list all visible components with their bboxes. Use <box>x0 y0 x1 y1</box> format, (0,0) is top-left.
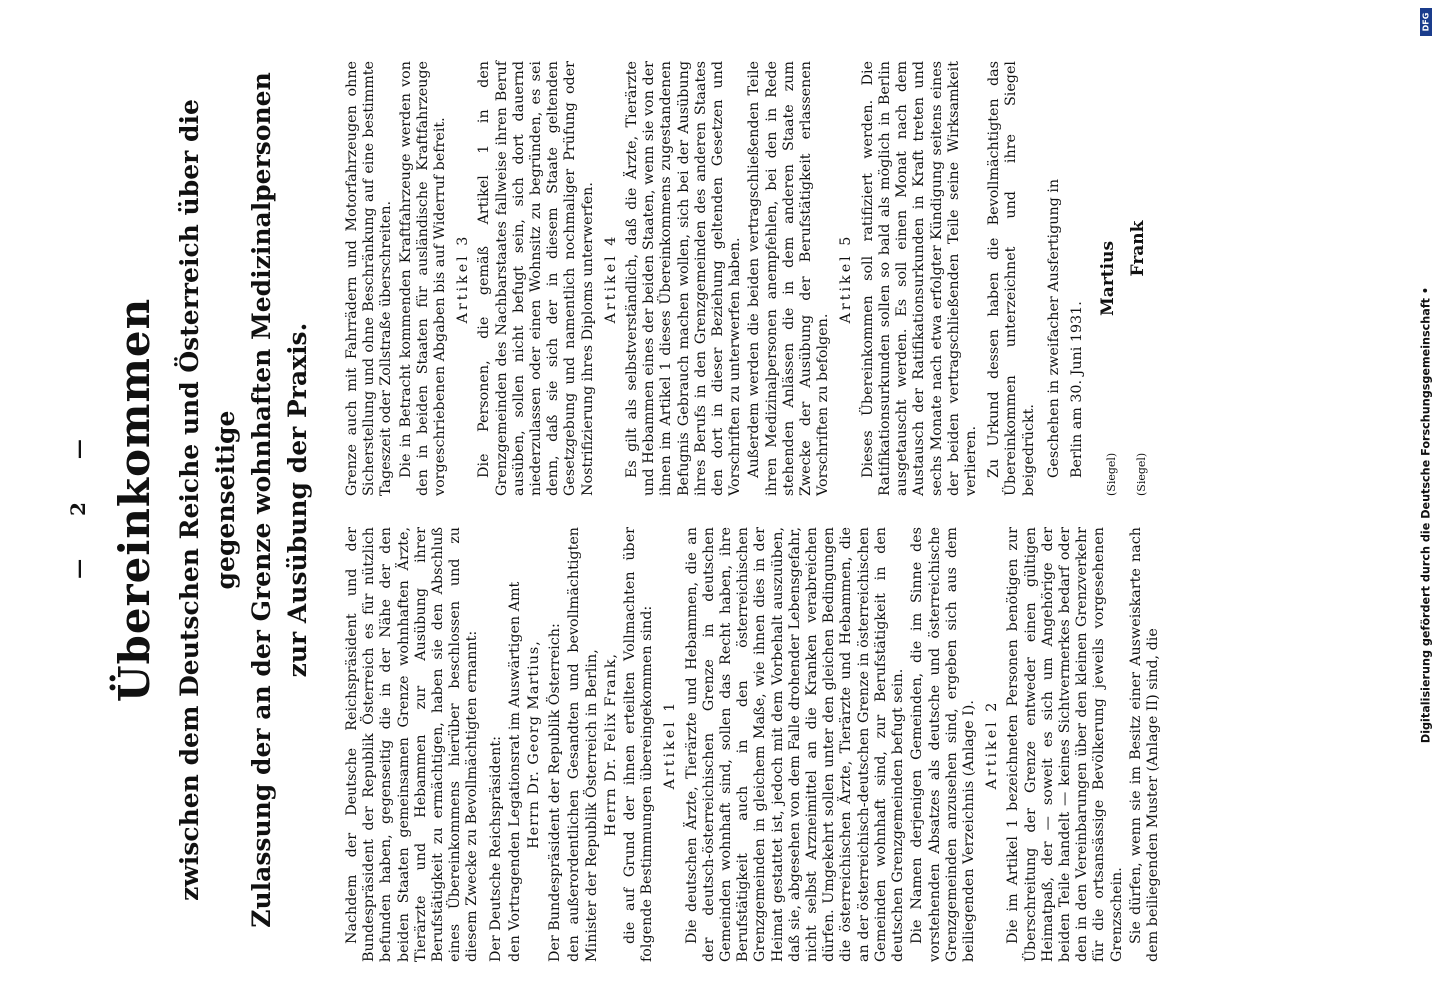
subtitle-line-2: Zulassung der an der Grenze wohnhaften Medizinalpersonen <box>247 72 276 928</box>
execution-clause: Geschehen in zweifacher Ausfertigung in <box>1045 178 1062 478</box>
article-3-heading: Artikel 3 <box>455 233 472 324</box>
article-3-paragraph-1: Die Personen, die gemäß Artikel 1 in den Grenzgemeinden des Nachbarstaates fallweise ihren Beruf ausüben, sollen nicht befugt sein, sich dort dauernd niederzulassen oder einen Wohnsitz zu begründen, es sei denn, daß sie sich der in diesem Staate geltenden Gesetzgebung und namentlich nochmaliger Prüfung oder Nostrifizierung ihres Diploms unterwerfen. <box>476 61 596 496</box>
article-4-heading: Artikel 4 <box>602 233 619 324</box>
document-page <box>52 20 1382 980</box>
de-plenipotentiary-name: Herrn Dr. Georg Martius, <box>526 640 543 849</box>
at-plenipotentiary-role: den außerordentlichen Gesandten und bevollmächtigten Minister der Republik Österreich in Berlin, <box>566 527 600 962</box>
article-1-paragraph-2: Die Namen derjenigen Gemeinden, die im Sinne des vorstehenden Absatzes als deutsche und österreichische Grenzgemeinden anzusehen sind, ergeben sich aus dem beiliegenden Verzeichnis (Anlage I). <box>909 527 977 962</box>
article-5-paragraph-1: Dieses Übereinkommen soll ratifiziert werden. Die Ratifikationsurkunden sollen so bald als möglich in Berlin ausgetauscht werden. Es soll einen Monat nach dem Austausch der Ratifikationsurkunden in Kraft treten und sechs Monate nach etwa erfolgter Kündigung seitens eines der beiden vertragschließenden Teile seine Wirksamkeit verlieren. <box>859 61 979 496</box>
article-2-paragraph-1: Die im Artikel 1 bezeichneten Personen benötigen zur Überschreitung der Grenze entweder einen gültigen Heimatpaß, der — soweit es sich um Angehörige der beiden Teile handelt — keines Sichtvermerkes bedarf oder den in den Vereinbarungen über den kleinen Grenzverkehr für die ortsansässige Bevölkerung jeweils vorgesehenen Grenzschein. <box>1005 527 1125 962</box>
seal-label-2: (Siegel) <box>1135 452 1149 496</box>
article-2-paragraph-2: Sie dürfen, wenn sie im Besitz einer Ausweiskarte nach dem beiliegenden Muster (Anlage II) sind, die <box>1127 527 1161 962</box>
subtitle-line-1: zwischen dem Deutschen Reiche und Österreich über die gegenseitige <box>175 99 240 901</box>
witness-clause: Zu Urkund dessen haben die Bevollmächtigten das Übereinkommen unterzeichnet und ihre Siegel beigedrückt. <box>986 61 1037 496</box>
de-plenipotentiary-role: den Vortragenden Legationsrat im Auswärtigen Amt <box>506 581 523 962</box>
at-president-label: Der Bundespräsident der Republik Österreich: <box>547 623 564 962</box>
signature-martius: Martius <box>1098 240 1119 317</box>
article-4-paragraph-2: Außerdem werden die beiden vertragschließenden Teile ihren Medizinalpersonen anempfehlen, bei den in Rede stehenden Anlässen die in dem anderen Staate zum Zwecke der Ausübung der Berufstätigkeit erlassenen Vorschriften zu befolgen. <box>746 61 832 496</box>
intro-paragraph: Nachdem der Deutsche Reichspräsident und der Bundespräsident der Republik Österreich es für nützlich befunden haben, gegenseitig die in der Nähe der den beiden Staaten gemeinsamen Grenze wohnhaften Ärzte, Tierärzte und Hebammen zur Ausübung ihrer Berufstätigkeit zu ermächtigen, haben sie den Abschluß eines Übereinkommens hierüber beschlossen und zu diesem Zwecke zu Bevollmächtigten ernannt: <box>344 527 481 962</box>
right-column <box>344 61 1152 496</box>
signature-row-2 <box>1130 61 1152 496</box>
dfg-logo: DFG <box>1420 8 1432 36</box>
signature-frank: Frank <box>1128 220 1149 277</box>
de-president-label: Der Deutsche Reichspräsident: <box>487 736 504 962</box>
at-plenipotentiary-name: Herrn Dr. Felix Frank, <box>602 652 619 837</box>
article-2-continuation-2: Die in Betracht kommenden Kraftfahrzeuge werden von den in beiden Staaten für ausländische Kraftfahrzeuge vorgeschriebenen Abgaben bis auf Widerruf befreit. <box>397 61 449 496</box>
document-title: Übereinkommen <box>110 297 159 703</box>
place-and-date: Berlin am 30. Juni 1931. <box>1068 301 1085 478</box>
left-column <box>344 527 1164 962</box>
seal-label-1: (Siegel) <box>1105 452 1119 496</box>
article-4-paragraph-1: Es gilt als selbstverständlich, daß die Ärzte, Tierärzte und Hebammen eines der beiden Staaten, wenn sie von der ihnen im Artikel 1 dieses Übereinkommens zugestandenen Befugnis Gebrauch machen wollen, sich bei der Ausübung ihres Berufs in den Grenzgemeinden des anderen Staates den dort in dieser Beziehung geltenden Gesetzen und Vorschriften zu unterwerfen haben. <box>624 61 744 496</box>
digitization-credit <box>1419 40 1433 990</box>
article-2-continuation-1: Grenze auch mit Fahrrädern und Motorfahrzeugen ohne Sicherstellung und ohne Beschränkung auf eine bestimmte Tageszeit oder Zollstraße überschreiten. <box>344 61 395 496</box>
article-2-heading: Artikel 2 <box>984 699 1001 790</box>
article-5-heading: Artikel 5 <box>838 233 855 324</box>
credit-text: Digitalisierung gefördert durch die Deutsche Forschungsgemeinschaft • <box>1419 286 1433 744</box>
document-subtitle <box>172 40 316 960</box>
article-1-heading: Artikel 1 <box>662 699 679 790</box>
subtitle-line-3: zur Ausübung der Praxis. <box>283 322 312 678</box>
page-number: — 2 — <box>66 421 90 579</box>
signature-row-1 <box>1100 61 1122 496</box>
article-1-paragraph-1: Die deutschen Ärzte, Tierärzte und Hebammen, die an der deutsch-österreichischen Grenze in deutschen Gemeinden wohnhaft sind, sollen das Recht haben, ihre Berufstätigkeit auch in den österreichischen Grenzgemeinden in gleichem Maße, wie ihnen dies in der Heimat gestattet ist, jedoch mit dem Vorbehalt auszuüben, daß sie, abgesehen von dem Falle drohender Lebensgefahr, nicht selbst Arzneimittel an die Kranken verabreichen dürfen. Umgekehrt sollen unter den gleichen Bedingungen die österreichischen Ärzte, Tierärzte und Hebammen, die an der österreichisch-deutschen Grenze in österreichischen Gemeinden wohnhaft sind, zur Berufstätigkeit in den deutschen Grenzgemeinden befugt sein. <box>683 527 907 962</box>
agreement-clause: die auf Grund der ihnen erteilten Vollmachten über folgende Bestimmungen übereingekommen sind: <box>622 527 656 962</box>
